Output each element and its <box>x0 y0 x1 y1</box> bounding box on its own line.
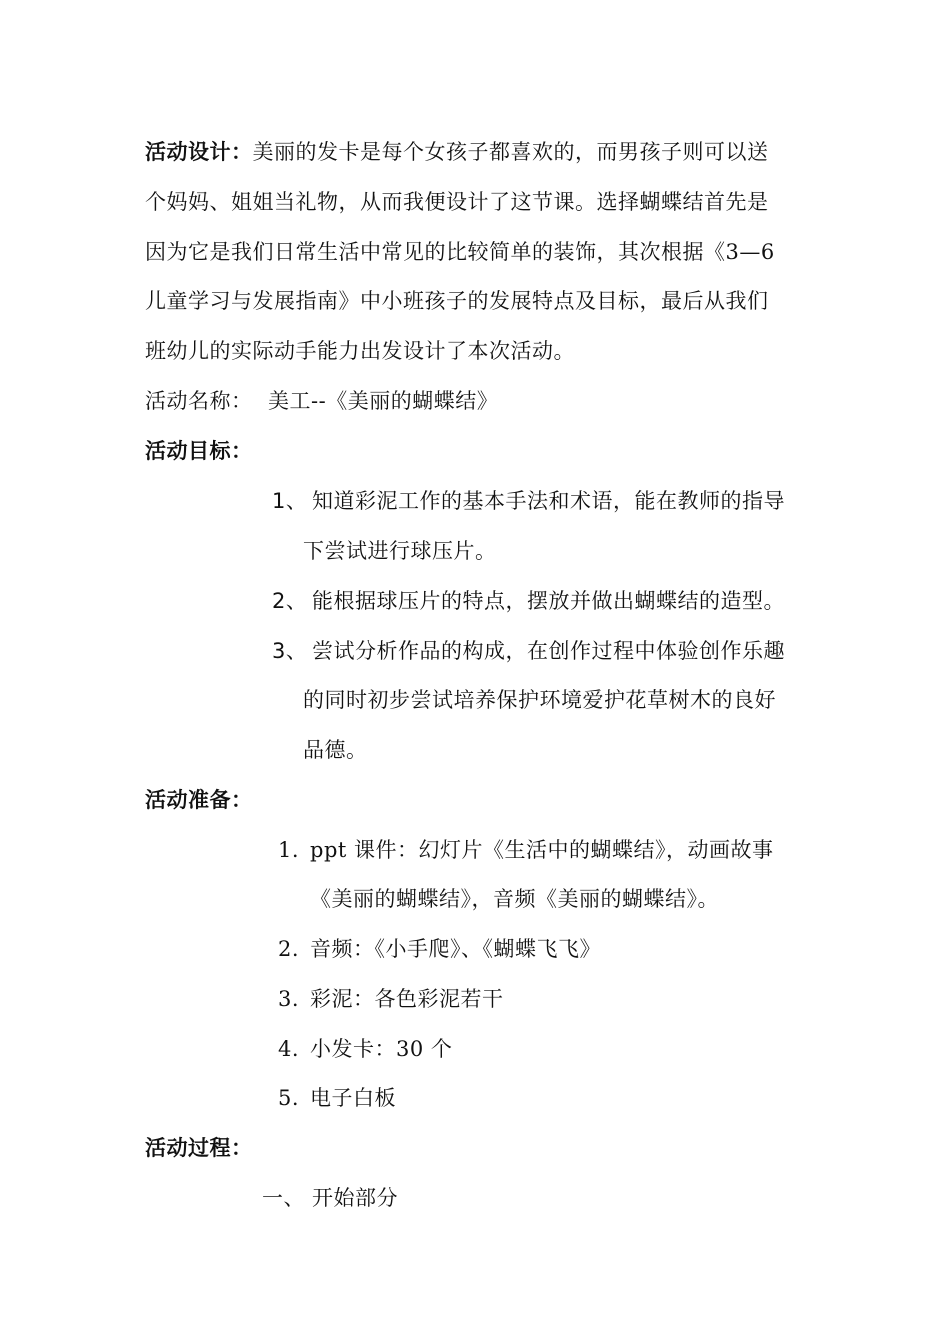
activity-name-value: 美工--《美丽的蝴蝶结》 <box>268 389 499 413</box>
goal-text-line: 知道彩泥工作的基本手法和术语，能在教师的指导 <box>312 489 785 513</box>
process-heading: 活动过程： <box>145 1136 253 1160</box>
design-text-line: 班幼儿的实际动手能力出发设计了本次活动。 <box>145 339 575 363</box>
goals-heading: 活动目标： <box>145 439 253 463</box>
prep-text-line: 《美丽的蝴蝶结》，音频《美丽的蝴蝶结》。 <box>310 887 719 911</box>
prep-text-line: 彩泥：各色彩泥若干 <box>310 987 504 1011</box>
prep-number: 1. <box>278 838 300 862</box>
process-section-label: 开始部分 <box>312 1186 398 1210</box>
prep-text-line: 电子白板 <box>310 1086 396 1110</box>
design-paragraph-line-1 <box>145 137 769 167</box>
design-text-line: 个妈妈、姐姐当礼物，从而我便设计了这节课。选择蝴蝶结首先是 <box>145 190 769 214</box>
goal-text-line: 下尝试进行球压片。 <box>303 539 497 563</box>
goal-text-line: 品德。 <box>303 738 368 762</box>
prep-text-line: 音频：《小手爬》、《蝴蝶飞飞》 <box>310 937 601 961</box>
goal-text-line: 的同时初步尝试培养保护环境爱护花草树木的良好 <box>303 688 776 712</box>
goal-number: 2、 <box>272 589 308 613</box>
prep-number: 2. <box>278 937 300 961</box>
prep-number: 3. <box>278 987 300 1011</box>
goal-number: 3、 <box>272 639 308 663</box>
process-section-number: 一、 <box>262 1186 305 1210</box>
design-text-line: 美丽的发卡是每个女孩子都喜欢的，而男孩子则可以送 <box>252 140 769 164</box>
activity-name-label: 活动名称： <box>145 389 253 413</box>
design-text-line: 儿童学习与发展指南》中小班孩子的发展特点及目标，最后从我们 <box>145 289 769 313</box>
design-text-line: 因为它是我们日常生活中常见的比较简单的装饰，其次根据《3—6 <box>145 240 775 264</box>
goal-text-line: 尝试分析作品的构成，在创作过程中体验创作乐趣 <box>312 639 785 663</box>
prep-number: 5. <box>278 1086 300 1110</box>
prep-heading: 活动准备： <box>145 788 253 812</box>
goal-text-line: 能根据球压片的特点，摆放并做出蝴蝶结的造型。 <box>312 589 785 613</box>
design-heading: 活动设计： <box>145 140 253 164</box>
goal-number: 1、 <box>272 489 308 513</box>
prep-text-line: 小发卡：30 个 <box>310 1037 453 1061</box>
prep-number: 4. <box>278 1037 300 1061</box>
prep-text-line: ppt 课件：幻灯片《生活中的蝴蝶结》，动画故事 <box>310 838 774 862</box>
